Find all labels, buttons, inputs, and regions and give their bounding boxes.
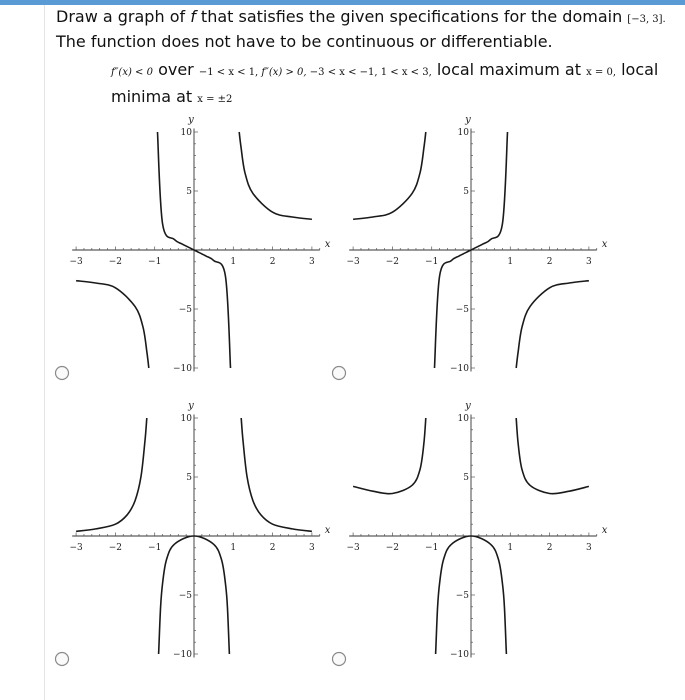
y-tick-label: −5	[455, 591, 469, 601]
x-tick-label: 3	[586, 543, 592, 553]
x-tick-label: 2	[269, 543, 276, 553]
curve-left-branch	[76, 281, 149, 368]
graph-panel-3	[69, 400, 330, 660]
x-tick-label: 1	[507, 543, 514, 553]
option-radio-3[interactable]	[56, 653, 69, 666]
option-radio-4[interactable]	[333, 653, 346, 666]
radio-circle[interactable]	[333, 653, 346, 666]
spec-local-max: local maximum at	[431, 60, 587, 79]
curve-right-branch	[516, 281, 589, 368]
x-axis-label: x	[324, 525, 331, 536]
spec-min-points: x = ±2	[197, 94, 233, 105]
y-tick-label: 10	[180, 414, 192, 424]
x-tick-label: −1	[425, 543, 439, 553]
spec-minima: minima at	[111, 87, 198, 106]
y-tick-label: 10	[457, 414, 469, 424]
spec-concave-down: f″(x) < 0	[111, 67, 153, 78]
x-tick-label: 1	[230, 257, 237, 267]
y-tick-label: 10	[457, 128, 469, 138]
graph-panel-2	[346, 114, 607, 374]
spec-over: over	[152, 60, 199, 79]
spec-interval-3: 1 < x < 3,	[377, 67, 432, 78]
spec-interval-2: −3 < x < −1,	[306, 67, 378, 78]
y-axis-label: y	[188, 400, 194, 412]
x-tick-label: −2	[108, 257, 123, 267]
curve-right-branch	[516, 418, 589, 494]
x-tick-label: 1	[507, 257, 514, 267]
spec-interval-1: −1 < x < 1,	[198, 67, 259, 78]
x-tick-label: 2	[269, 257, 276, 267]
y-tick-label: 5	[463, 187, 469, 197]
x-tick-label: −3	[346, 257, 360, 267]
x-tick-label: −1	[148, 257, 162, 267]
question-suffix: that satisfies the given specifications for the domain	[195, 7, 628, 26]
curve-right-branch	[241, 418, 312, 531]
x-tick-label: −3	[69, 257, 83, 267]
x-tick-label: −2	[385, 257, 400, 267]
spec-max-point: x = 0,	[586, 67, 616, 78]
x-tick-label: −3	[346, 543, 360, 553]
x-tick-label: −1	[425, 257, 439, 267]
curve-right-branch	[239, 132, 312, 219]
radio-circle[interactable]	[56, 653, 69, 666]
question-line-2: The function does not have to be continuous or differentiable.	[56, 32, 553, 51]
y-tick-label: −5	[178, 591, 192, 601]
y-tick-label: −5	[178, 305, 192, 315]
radio-circle[interactable]	[56, 367, 69, 380]
x-tick-label: 2	[546, 543, 553, 553]
y-tick-label: −10	[450, 364, 469, 374]
y-axis-label: y	[465, 114, 471, 126]
x-tick-label: −2	[385, 543, 400, 553]
x-axis-label: x	[324, 239, 331, 250]
spec-local: local	[616, 60, 659, 79]
x-tick-label: 1	[230, 543, 237, 553]
y-axis-label: y	[465, 400, 471, 412]
function-symbol: f	[190, 7, 196, 26]
y-tick-label: −10	[173, 650, 192, 660]
y-axis-label: y	[188, 114, 194, 126]
y-tick-label: 5	[186, 187, 192, 197]
y-tick-label: −5	[455, 305, 469, 315]
curve-left-branch	[353, 418, 426, 494]
y-tick-label: 5	[186, 473, 192, 483]
domain-interval: [−3, 3].	[627, 14, 666, 25]
x-tick-label: 3	[309, 543, 315, 553]
y-tick-label: −10	[450, 650, 469, 660]
option-radio-2[interactable]	[333, 367, 346, 380]
x-tick-label: −2	[108, 543, 123, 553]
x-axis-label: x	[601, 239, 608, 250]
y-tick-label: 5	[463, 473, 469, 483]
y-tick-label: −10	[173, 364, 192, 374]
x-tick-label: 2	[546, 257, 553, 267]
question-prefix: Draw a graph of	[56, 7, 191, 26]
graph-panel-4	[346, 400, 607, 660]
y-tick-label: 10	[180, 128, 192, 138]
graph-panel-1	[69, 114, 330, 374]
curve-left-branch	[76, 418, 147, 531]
x-tick-label: 3	[586, 257, 592, 267]
option-radio-1[interactable]	[56, 367, 69, 380]
x-tick-label: −3	[69, 543, 83, 553]
x-tick-label: 3	[309, 257, 315, 267]
curve-left-branch	[353, 132, 426, 219]
spec-concave-up: f″(x) > 0,	[258, 67, 307, 78]
x-axis-label: x	[601, 525, 608, 536]
x-tick-label: −1	[148, 543, 162, 553]
radio-circle[interactable]	[333, 367, 346, 380]
